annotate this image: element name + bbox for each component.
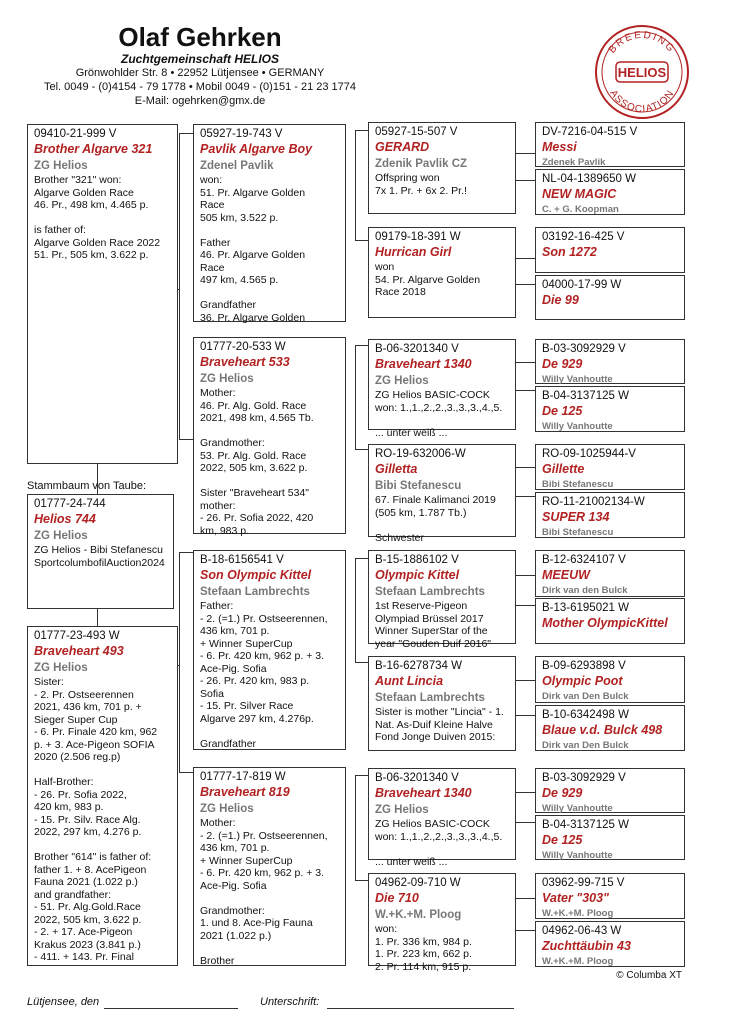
svg-text:BREEDING: BREEDING	[606, 29, 678, 56]
pigeon-card-small[interactable]	[535, 386, 685, 432]
connector-line	[355, 880, 368, 881]
pigeon-info: Mother: - 2. (=1.) Pr. Ostseerennen, 436 km, 701 p. + Winner SuperCup - 6. Pr. 420 km, 962 p. + 3. Ace-Pig. Sofia Grandmother: 1. und 8. Ace-Pig Fauna 2021 (1.022 p.) Brother	[200, 817, 328, 967]
pigeon-name: Braveheart 1340	[375, 786, 472, 800]
ring-number: 01777-20-533 W	[200, 341, 286, 353]
pigeon-card-grandsire[interactable]	[193, 124, 346, 322]
pigeon-name: Gillette	[542, 462, 585, 476]
breeder: W.+K.+M. Ploog	[542, 956, 614, 967]
ring-number: B-04-3137125 W	[542, 390, 629, 402]
ring-number: B-16-6278734 W	[375, 660, 462, 672]
pigeon-name: Aunt Lincia	[375, 674, 444, 688]
pigeon-info: ZG Helios - Bibi Stefanescu SportcolumbofilAuction2024	[34, 544, 165, 569]
connector-line	[515, 792, 535, 793]
connector-line	[179, 552, 193, 553]
pigeon-name: Vater "303"	[542, 891, 609, 905]
connector-line	[515, 153, 535, 154]
breeder: ZG Helios	[375, 804, 429, 816]
ring-number: 04962-09-710 W	[375, 877, 461, 889]
email: E-Mail: ogehrken@gmx.de	[134, 95, 266, 107]
connector-line	[355, 240, 368, 241]
breeder: Stefaan Lambrechts	[375, 586, 485, 598]
pigeon-card-granddam[interactable]	[193, 767, 346, 966]
connector-line	[515, 362, 535, 363]
pigeon-card[interactable]	[368, 339, 516, 439]
pigeon-name: De 125	[542, 833, 583, 847]
pigeon-name: Braveheart 819	[200, 785, 290, 799]
pigeon-card[interactable]	[368, 656, 516, 751]
connector-line	[355, 345, 368, 346]
pigeon-name: Pavlik Algarve Boy	[200, 142, 313, 156]
connector-line	[355, 345, 356, 449]
ring-number: B-06-3201340 V	[375, 343, 459, 355]
company-name: Zuchtgemeinschaft HELIOS	[120, 52, 280, 66]
connector-line	[515, 390, 535, 391]
ring-number: B-10-6342498 W	[542, 709, 629, 721]
pigeon-name: NEW MAGIC	[542, 187, 617, 201]
pigeon-name: Son 1272	[542, 245, 597, 259]
ring-number: RO-19-632006-W	[375, 448, 466, 460]
pigeon-name: Blaue v.d. Bulck 498	[542, 723, 663, 737]
ring-number: B-09-6293898 V	[542, 660, 626, 672]
pigeon-card-dam[interactable]	[27, 626, 178, 966]
ring-number: B-18-6156541 V	[200, 554, 284, 566]
connector-line	[355, 662, 368, 663]
breeder: W.+K.+M. Ploog	[542, 908, 614, 919]
pigeon-name: Braveheart 493	[34, 644, 124, 658]
connector-line	[355, 130, 356, 240]
breeder: Dirk van Den Bulck	[542, 740, 629, 751]
ring-number: 01777-17-819 W	[200, 771, 286, 783]
pigeon-info: Mother: 46. Pr. Alg. Gold. Race 2021, 498 km, 4.565 Tb. Grandmother: 53. Pr. Alg. Gold. Race 2022, 505 km, 3.622 p. Sister "Braveheart 534" mother: - 26. Pr. Sofia 2022, 420 km, 983 p.	[200, 387, 314, 537]
pigeon-name: SUPER 134	[542, 510, 610, 524]
pigeon-name: Hurrican Girl	[375, 245, 452, 259]
connector-line	[355, 558, 368, 559]
connector-line	[515, 605, 535, 606]
pigeon-name: De 125	[542, 404, 583, 418]
pigeon-name: Olympic Kittel	[375, 568, 460, 582]
connector-line	[515, 467, 535, 468]
pigeon-info: Brother "321" won: Algarve Golden Race 46. Pr., 498 km, 4.465 p. is father of: Algarve Golden Race 2022 51. Pr., 505 km, 3.622 p.	[34, 174, 161, 261]
pigeon-name: Olympic Poot	[542, 674, 623, 688]
pigeon-name: De 929	[542, 786, 583, 800]
breeder: Zdenek Pavlik	[542, 157, 606, 168]
copyright: © Columba XT	[616, 970, 682, 981]
pigeon-name: Gilletta	[375, 462, 418, 476]
ring-number: 01777-23-493 W	[34, 630, 120, 642]
connector-line	[515, 930, 535, 931]
breeder: ZG Helios	[34, 530, 88, 542]
pigeon-name: Helios 744	[34, 512, 96, 526]
svg-text:ASSOCIATION: ASSOCIATION	[607, 88, 677, 116]
breeder: Bibi Stefanescu	[375, 480, 462, 492]
pigeon-info: 1st Reserve-Pigeon Olympiad Brüssel 2017 Winner SuperStar of the year "Gouden Duif 2016"	[375, 600, 492, 650]
date-signature-line[interactable]	[104, 1008, 238, 1009]
pigeon-card[interactable]	[368, 873, 516, 973]
connector-line	[355, 775, 356, 880]
connector-line	[515, 715, 535, 716]
breeder: Dirk van den Bulck	[542, 585, 628, 596]
ring-number: B-15-1886102 V	[375, 554, 459, 566]
connector-line	[355, 558, 356, 662]
breeder-name: Olaf Gehrken	[118, 22, 282, 52]
ring-number: 09179-18-391 W	[375, 231, 461, 243]
pigeon-info: Sister: - 2. Pr. Ostseerennen 2021, 436 km, 701 p. + Sieger Super Cup - 6. Pr. Finale 420 km, 962 p. + 3. Ace-Pigeon SOFIA 2020 (2.506 reg.p) Half-Brother: - 26. Pr. Sofia 2022, 420 km, 983 p. - 15. Pr. Silv. Race Alg. 2022, 297 km, 4.276 p. Brother "614" is father of: father 1. + 8. AcePigeon Fauna 2021 (1.022 p.) and grandfather: - 51. Pr. Alg.Gold.Race 2022, 505 km, 3.622 p. - 2. + 17. Ace-Pigeon Krakus 2023 (3.841 p.) - 411. + 143. Pr. Final	[34, 676, 158, 963]
connector-line	[355, 130, 368, 131]
pigeon-card[interactable]	[368, 768, 516, 868]
pigeon-name: Mother OlympicKittel	[542, 616, 668, 630]
breeder: Willy Vanhoutte	[542, 803, 613, 814]
connector-line	[515, 898, 535, 899]
pigeon-info: won: 1. Pr. 336 km, 984 p. 1. Pr. 223 km, 662 p. 2. Pr. 114 km, 915 p.	[375, 923, 472, 973]
pigeon-info: won: 51. Pr. Algarve Golden Race 505 km, 3.522 p. Father 46. Pr. Algarve Golden Race 497 km, 4.565 p. Grandfather 36. Pr. Algarve Golden	[200, 174, 306, 324]
breeder: ZG Helios	[200, 373, 254, 385]
breeder: C. + G. Koopman	[542, 204, 619, 215]
pigeon-name: Braveheart 533	[200, 355, 290, 369]
pigeon-info: ZG Helios BASIC-COCK won: 1.,1.,2.,2.,3.,3.,3.,4.,5. ... unter weiß ...	[375, 389, 503, 439]
pigeon-name: MEEUW	[542, 568, 590, 582]
ring-number: 04962-06-43 W	[542, 925, 622, 937]
pigeon-name: GERARD	[375, 140, 430, 154]
ring-number: 01777-24-744	[34, 498, 106, 510]
pigeon-card-small[interactable]	[535, 275, 685, 320]
breeder: ZG Helios	[34, 160, 88, 172]
connector-line	[179, 133, 193, 134]
pigeon-card-granddam[interactable]	[193, 337, 346, 537]
signature-label: Unterschrift:	[260, 996, 320, 1008]
connector-line	[515, 680, 535, 681]
breeder: Zdenel Pavlik	[200, 160, 274, 172]
connector-line	[97, 609, 98, 626]
breeder: Bibi Stefanescu	[542, 527, 614, 538]
connector-line	[179, 552, 180, 772]
connector-line	[515, 258, 535, 259]
pigeon-name: Zuchttäubin 43	[542, 939, 631, 953]
pigeon-card-small[interactable]	[535, 768, 685, 813]
signature-line[interactable]	[327, 1008, 514, 1009]
pigeon-card-sire[interactable]	[27, 124, 178, 464]
pigeon-info: won 54. Pr. Algarve Golden Race 2018	[375, 261, 481, 298]
pigeon-card[interactable]	[368, 444, 516, 544]
pigeon-card-small[interactable]	[535, 873, 685, 919]
pigeon-info: Father: - 2. (=1.) Pr. Ostseerennen, 436 km, 701 p. + Winner SuperCup - 6. Pr. 420 km, 962 p. + 3. Ace-Pig. Sofia - 26. Pr. 420 km, 983 p. Sofia - 15. Pr. Silver Race Algarve 297 km, 4.276p. Grandfather	[200, 600, 328, 750]
breeder: ZG Helios	[200, 803, 254, 815]
connector-line	[515, 822, 535, 823]
pigeon-card[interactable]	[368, 122, 516, 214]
pigeon-card-small[interactable]	[535, 705, 685, 751]
pigeon-info: Offspring won 7x 1. Pr. + 6x 2. Pr.!	[375, 172, 467, 197]
breeder: W.+K.+M. Ploog	[375, 909, 462, 921]
pigeon-card[interactable]	[368, 550, 516, 650]
pigeon-card-grandsire[interactable]	[193, 550, 346, 750]
svg-text:HELIOS: HELIOS	[617, 65, 667, 80]
ring-number: B-13-6195021 W	[542, 602, 629, 614]
pigeon-card-small[interactable]	[535, 339, 685, 384]
pigeon-card-small[interactable]	[535, 656, 685, 703]
ring-number: B-03-3092929 V	[542, 343, 626, 355]
connector-line	[179, 439, 193, 440]
breeder: Bibi Stefanescu	[542, 479, 614, 490]
pigeon-card-small[interactable]	[535, 598, 685, 644]
connector-line	[515, 180, 535, 181]
pigeon-card-small[interactable]	[535, 122, 685, 167]
pigeon-name: Son Olympic Kittel	[200, 568, 312, 582]
ring-number: 03192-16-425 V	[542, 231, 625, 243]
breeder: Willy Vanhoutte	[542, 421, 613, 432]
pigeon-info: ZG Helios BASIC-COCK won: 1.,1.,2.,2.,3.,3.,3.,4.,5. ... unter weiß ...	[375, 818, 503, 868]
stammbaum-label: Stammbaum von Taube:	[27, 480, 147, 492]
pigeon-name: Brother Algarve 321	[34, 142, 153, 156]
connector-line	[515, 575, 535, 576]
pigeon-card-small[interactable]	[535, 444, 685, 490]
pigeon-card-small[interactable]	[535, 921, 685, 967]
pigeon-card-small[interactable]	[535, 550, 685, 597]
breeder: Stefaan Lambrechts	[200, 586, 310, 598]
ring-number: DV-7216-04-515 V	[542, 126, 638, 138]
connector-line	[515, 284, 535, 285]
ring-number: 05927-15-507 V	[375, 126, 458, 138]
ring-number: 09410-21-999 V	[34, 128, 117, 140]
ring-number: B-06-3201340 V	[375, 772, 459, 784]
pigeon-card-small[interactable]	[535, 169, 685, 215]
breeder: Stefaan Lambrechts	[375, 692, 485, 704]
ring-number: RO-11-21002134-W	[542, 496, 645, 508]
ring-number: NL-04-1389650 W	[542, 173, 636, 185]
phone: Tel. 0049 - (0)4154 - 79 1778 • Mobil 0049 - (0)151 - 21 23 1774	[43, 81, 357, 93]
pigeon-name: De 929	[542, 357, 583, 371]
ring-number: B-04-3137125 W	[542, 819, 629, 831]
helios-seal-logo	[594, 24, 690, 120]
ring-number: RO-09-1025944-V	[542, 448, 636, 460]
pigeon-card-small[interactable]	[535, 227, 685, 273]
ring-number: 05927-19-743 V	[200, 128, 283, 140]
ring-number: B-03-3092929 V	[542, 772, 626, 784]
place-date-label: Lütjensee, den	[27, 996, 100, 1008]
ring-number: B-12-6324107 V	[542, 554, 626, 566]
breeder: Dirk van Den Bulck	[542, 691, 629, 702]
pigeon-name: Die 710	[375, 891, 419, 905]
pigeon-name: Messi	[542, 140, 577, 154]
connector-line	[355, 775, 368, 776]
breeder: Willy Vanhoutte	[542, 850, 613, 861]
pigeon-card-small[interactable]	[535, 815, 685, 860]
pigeon-info: Sister is mother "Lincia" - 1. Nat. As-Duif Kleine Halve Fond Jonge Duiven 2015:	[375, 706, 504, 743]
ring-number: 03962-99-715 V	[542, 877, 625, 889]
connector-line	[355, 449, 368, 450]
breeder: ZG Helios	[375, 375, 429, 387]
pigeon-info: 67. Finale Kalimanci 2019 (505 km, 1.787 Tb.) Schwester	[375, 494, 496, 544]
address: Grönwohlder Str. 8 • 22952 Lütjensee • GERMANY	[75, 67, 325, 79]
pigeon-card-subject[interactable]	[27, 494, 174, 609]
pigeon-name: Braveheart 1340	[375, 357, 472, 371]
connector-line	[515, 496, 535, 497]
connector-line	[179, 133, 180, 439]
breeder: ZG Helios	[34, 662, 88, 674]
pigeon-card-small[interactable]	[535, 492, 685, 538]
connector-line	[179, 772, 193, 773]
breeder: Zdenik Pavlik CZ	[375, 158, 468, 170]
pigeon-card[interactable]	[368, 227, 516, 318]
breeder: Willy Vanhoutte	[542, 374, 613, 385]
ring-number: 04000-17-99 W	[542, 279, 622, 291]
pigeon-name: Die 99	[542, 293, 579, 307]
